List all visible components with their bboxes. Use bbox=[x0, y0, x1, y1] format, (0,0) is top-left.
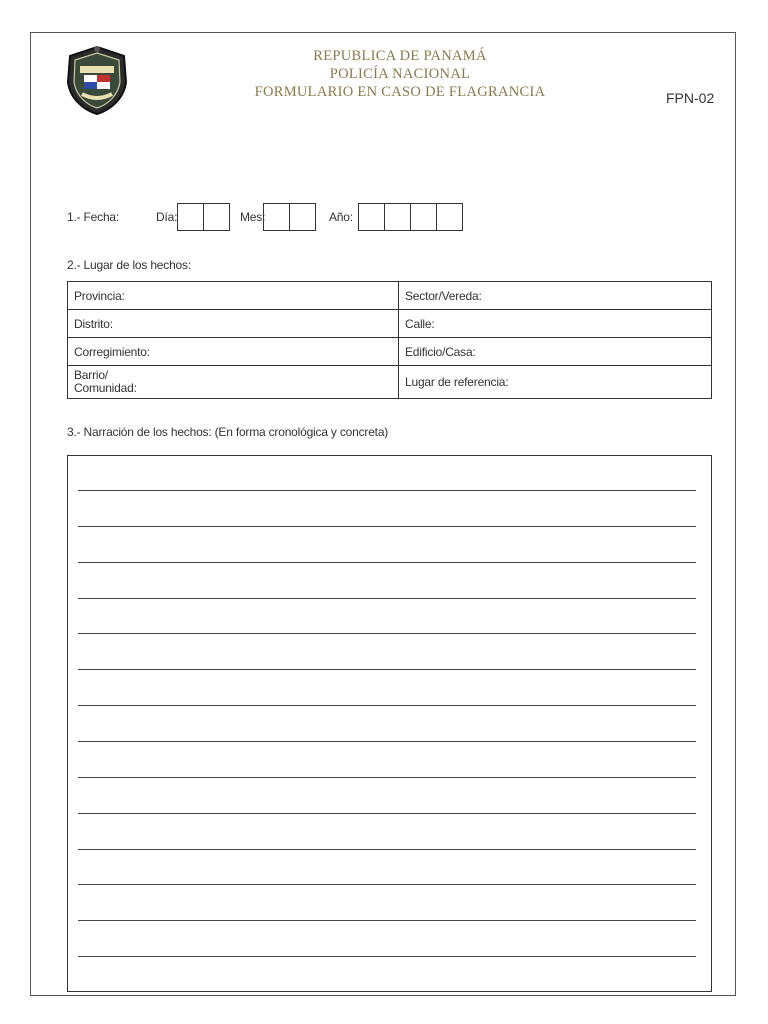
narracion-writing-line[interactable] bbox=[78, 920, 696, 921]
dia-label: Día: bbox=[156, 210, 178, 224]
narracion-writing-line[interactable] bbox=[78, 956, 696, 957]
form-header bbox=[200, 47, 600, 101]
narracion-writing-line[interactable] bbox=[78, 813, 696, 814]
narracion-box[interactable] bbox=[67, 455, 712, 992]
anio-digit-box[interactable] bbox=[436, 203, 463, 231]
narracion-writing-line[interactable] bbox=[78, 884, 696, 885]
barrio-comunidad-field[interactable] bbox=[68, 366, 399, 399]
police-shield-logo bbox=[62, 44, 132, 116]
narracion-writing-line[interactable] bbox=[78, 669, 696, 670]
calle-field[interactable]: Calle: bbox=[399, 310, 712, 338]
narracion-writing-line[interactable] bbox=[78, 705, 696, 706]
edificio-casa-field[interactable]: Edificio/Casa: bbox=[399, 338, 712, 366]
corregimiento-field[interactable]: Corregimiento: bbox=[68, 338, 399, 366]
header-form-title: FORMULARIO EN CASO DE FLAGRANCIA bbox=[254, 84, 546, 100]
table-row bbox=[68, 282, 712, 310]
table-row bbox=[68, 310, 712, 338]
narracion-label: 3.- Narración de los hechos: (En forma cronológica y concreta) bbox=[67, 425, 389, 439]
comunidad-label: Comunidad: bbox=[74, 381, 137, 395]
form-code: FPN-02 bbox=[666, 90, 715, 106]
dia-digit-box[interactable] bbox=[177, 203, 204, 231]
narracion-writing-line[interactable] bbox=[78, 741, 696, 742]
anio-digit-box[interactable] bbox=[384, 203, 411, 231]
header-institution: POLICÍA NACIONAL bbox=[329, 66, 471, 82]
mes-boxes[interactable] bbox=[263, 203, 316, 231]
dia-digit-box[interactable] bbox=[203, 203, 230, 231]
fecha-label: 1.- Fecha: bbox=[67, 210, 120, 224]
dia-boxes[interactable] bbox=[177, 203, 230, 231]
mes-digit-box[interactable] bbox=[263, 203, 290, 231]
narracion-writing-line[interactable] bbox=[78, 777, 696, 778]
table-row bbox=[68, 366, 712, 399]
anio-digit-box[interactable] bbox=[410, 203, 437, 231]
narracion-writing-line[interactable] bbox=[78, 526, 696, 527]
barrio-label: Barrio/ bbox=[74, 368, 108, 382]
anio-digit-box[interactable] bbox=[358, 203, 385, 231]
lugar-referencia-field[interactable]: Lugar de referencia: bbox=[399, 366, 712, 399]
narracion-writing-line[interactable] bbox=[78, 633, 696, 634]
lugar-label: 2.- Lugar de los hechos: bbox=[67, 258, 191, 272]
table-row bbox=[68, 338, 712, 366]
narracion-writing-line[interactable] bbox=[78, 562, 696, 563]
narracion-writing-line[interactable] bbox=[78, 490, 696, 491]
provincia-field[interactable]: Provincia: bbox=[68, 282, 399, 310]
anio-label: Año: bbox=[329, 210, 353, 224]
anio-boxes[interactable] bbox=[358, 203, 463, 231]
header-country: REPUBLICA DE PANAMÁ bbox=[313, 48, 487, 64]
narracion-writing-line[interactable] bbox=[78, 598, 696, 599]
distrito-field[interactable]: Distrito: bbox=[68, 310, 399, 338]
mes-digit-box[interactable] bbox=[289, 203, 316, 231]
sector-vereda-field[interactable]: Sector/Vereda: bbox=[399, 282, 712, 310]
mes-label: Mes: bbox=[240, 210, 266, 224]
lugar-table bbox=[67, 281, 712, 399]
narracion-writing-line[interactable] bbox=[78, 849, 696, 850]
